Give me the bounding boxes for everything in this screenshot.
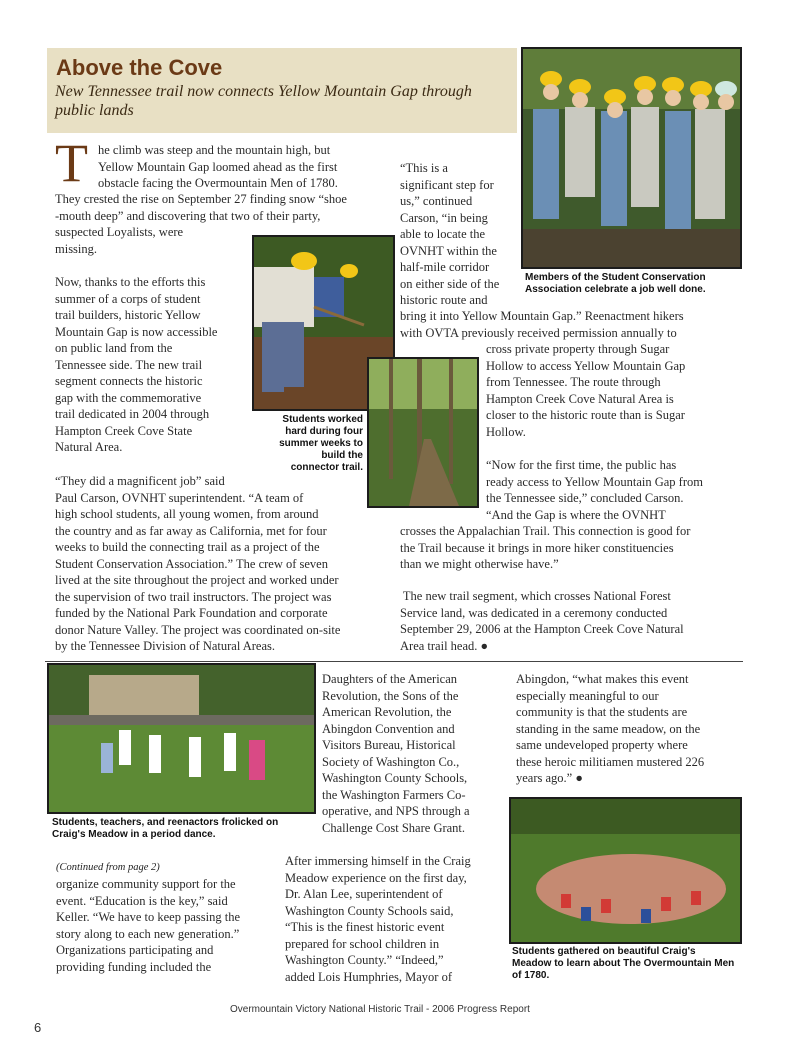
text-line: build the <box>321 450 363 461</box>
text-line: “And the Gap is where the OVNHT <box>486 507 666 522</box>
text-line: funded by the National Park Foundation and corporate <box>55 606 328 620</box>
text-line: donor Nature Valley. The project was coordinated on-site <box>55 622 341 637</box>
text-line: “This is the finest historic event <box>285 920 445 934</box>
lower-col1-lines <box>56 876 240 975</box>
text-line: Mountain Gap is now accessible <box>55 324 218 339</box>
photo-forest-trail <box>367 357 479 508</box>
p2-lines <box>55 274 217 456</box>
text-line: weeks to build the connecting trail as a project of the <box>55 540 320 554</box>
text-line: the Trail because it brings in more hiker constituencies <box>400 540 674 555</box>
caption-student-crew: Members of the Student Conservation Association celebrate a job well done. <box>525 272 706 295</box>
text-line: Paul Carson, OVNHT superintendent. “A team of <box>55 490 304 505</box>
text-line: Washington County.” “Indeed,” <box>285 953 444 967</box>
text-line: Meadow experience on the first day, <box>285 870 467 885</box>
text-line: half-mile corridor <box>400 260 490 274</box>
text-line: event. “Education is the key,” said <box>56 893 228 908</box>
text-line: -mouth deep” and discovering that two of their party, <box>55 208 321 223</box>
text-line: Yellow Mountain Gap loomed ahead as the first <box>98 159 338 174</box>
p3-lines <box>55 473 340 655</box>
text-line: connector trail. <box>290 462 363 473</box>
p5-indent-lines <box>486 457 703 523</box>
text-line: hard during four <box>285 426 363 437</box>
text-line: They crested the rise on September 27 finding snow “shoe <box>55 192 347 206</box>
text-line: After immersing himself in the Craig <box>285 854 471 868</box>
text-line: the Tennessee side,” concluded Carson. <box>486 491 684 505</box>
p4-narrow-lines <box>400 160 499 309</box>
text-line: September 29, 2006 at the Hampton Creek Cove Natural <box>400 622 684 636</box>
text-line: Service land, was dedicated in a ceremony conducted <box>400 605 668 620</box>
text-line: trail dedicated in 2004 through <box>55 407 210 421</box>
text-line: Organizations participating and <box>56 943 214 957</box>
p1-lines <box>98 142 338 192</box>
text-line: bring it into Yellow Mountain Gap.” Reenactment hikers <box>400 309 684 323</box>
text-line: crosses the Appalachian Trail. This connection is good for <box>400 524 691 538</box>
text-line: closer to the historic route than is Sugar <box>486 408 685 422</box>
text-line: on either side of the <box>400 276 500 291</box>
text-line: gap with the commemorative <box>55 390 202 405</box>
text-line: Keller. “We have to keep passing the <box>56 910 240 924</box>
caption-period-dance: Students, teachers, and reenactors frolicked on Craig's Meadow in a period dance. <box>52 817 279 840</box>
text-line: cross private property through Sugar <box>486 342 670 356</box>
text-line: Student Conservation Association.” The crew of seven <box>55 556 328 571</box>
text-line: he climb was steep and the mountain high, but <box>98 143 331 157</box>
text-line: The new trail segment, which crosses National Forest <box>400 589 671 603</box>
photo-student-crew <box>521 47 742 269</box>
text-line: especially meaningful to our <box>516 688 659 703</box>
text-line: community is that the students are <box>516 705 688 719</box>
text-line: Area trail head. ● <box>400 638 489 653</box>
text-line: Hampton Creek Cove State <box>55 423 193 438</box>
text-line: historic route and <box>400 293 488 307</box>
text-line: “This is a <box>400 161 448 175</box>
text-line: Challenge Cost Share Grant. <box>322 820 466 835</box>
text-line: providing funding included the <box>56 959 212 974</box>
text-line: from Tennessee. The route through <box>486 375 661 389</box>
text-line: “They did a magnificent job” said <box>55 474 225 488</box>
text-line: years ago.” ● <box>516 771 583 785</box>
text-line: ready access to Yellow Mountain Gap from <box>486 474 703 489</box>
text-line: organize community support for the <box>56 877 236 891</box>
lower-col2-lines <box>322 671 470 836</box>
text-line: Dr. Alan Lee, superintendent of <box>285 887 443 901</box>
text-line: Hollow to access Yellow Mountain Gap <box>486 358 686 373</box>
continued-note: (Continued from page 2) <box>56 862 160 873</box>
text-line: Washington County Schools said, <box>285 903 454 918</box>
p4-indent-lines <box>486 341 685 440</box>
text-line: suspected Loyalists, were <box>55 225 184 239</box>
text-line: these heroic militiamen mustered 226 <box>516 754 705 769</box>
text-line: Revolution, the Sons of the <box>322 688 459 703</box>
text-line: Daughters of the American <box>322 672 458 686</box>
text-line: Abingdon, “what makes this event <box>516 672 689 686</box>
text-line: segment connects the historic <box>55 374 203 388</box>
text-line: OVNHT within the <box>400 243 497 258</box>
text-line: Society of Washington Co., <box>322 754 460 769</box>
text-line: “Now for the first time, the public has <box>486 458 677 472</box>
text-line: on public land from the <box>55 341 173 355</box>
lower-col3-lines <box>516 671 704 787</box>
lower-mid-lines <box>285 853 471 985</box>
text-line: standing in the same meadow, on the <box>516 721 701 736</box>
text-line: summer weeks to <box>279 438 363 449</box>
text-line: than we might otherwise have.” <box>400 557 559 571</box>
text-line: obstacle facing the Overmountain Men of 1780. <box>98 176 338 190</box>
drop-cap: T <box>55 133 88 193</box>
text-line: missing. <box>55 241 98 256</box>
text-line: American Revolution, the <box>322 705 452 719</box>
text-line: high school students, all young women, from around <box>55 507 319 521</box>
text-line: Carson, “in being <box>400 210 488 225</box>
article-subtitle: New Tennessee trail now connects Yellow Mountain Gap through public lands <box>55 83 472 119</box>
page-number: 6 <box>34 1020 42 1035</box>
p4-wide-lines <box>400 308 684 341</box>
text-line: Tennessee side. The new trail <box>55 357 203 372</box>
photo-period-dance <box>47 663 316 814</box>
text-line: same undeveloped property where <box>516 738 688 752</box>
text-line: us,” continued <box>400 194 473 208</box>
text-line: with OVTA previously received permission annually to <box>400 325 677 340</box>
photo-meadow-crowd <box>509 797 742 944</box>
text-line: the country and as far away as California, met for four <box>55 523 327 538</box>
text-line: prepared for school children in <box>285 936 440 951</box>
text-line: by the Tennessee Division of Natural Areas. <box>55 639 276 653</box>
caption-trail-workers <box>265 414 363 474</box>
text-line: Visitors Bureau, Historical <box>322 738 456 752</box>
text-line: trail builders, historic Yellow <box>55 308 201 322</box>
article-title: Above the Cove <box>56 55 223 80</box>
text-line: Hampton Creek Cove Natural Area is <box>486 391 674 406</box>
text-line: the Washington Farmers Co- <box>322 787 466 802</box>
text-line: Natural Area. <box>55 440 123 454</box>
caption-meadow-crowd: Students gathered on beautiful Craig's Meadow to learn about The Overmountain Men of 1780. <box>512 946 735 981</box>
text-line: lived at the site throughout the project and worked under <box>55 573 339 587</box>
page-footer: Overmountain Victory National Historic Trail - 2006 Progress Report <box>230 1004 530 1015</box>
text-line: summer of a corps of student <box>55 291 201 306</box>
text-line: operative, and NPS through a <box>322 804 470 818</box>
text-line: able to locate the <box>400 227 486 241</box>
text-line: Washington County Schools, <box>322 771 468 785</box>
section-divider <box>45 661 743 662</box>
p6-lines <box>400 588 684 654</box>
p5-wide-lines <box>400 523 690 573</box>
text-line: story along to each new generation.” <box>56 926 240 941</box>
text-line: added Lois Humphries, Mayor of <box>285 969 452 984</box>
text-line: Hollow. <box>486 424 526 439</box>
text-line: Now, thanks to the efforts this <box>55 275 206 289</box>
text-line: Abingdon Convention and <box>322 721 455 736</box>
text-line: Students worked <box>282 414 363 425</box>
text-line: significant step for <box>400 177 494 192</box>
text-line: the supervision of two trail instructors. The project was <box>55 589 332 604</box>
